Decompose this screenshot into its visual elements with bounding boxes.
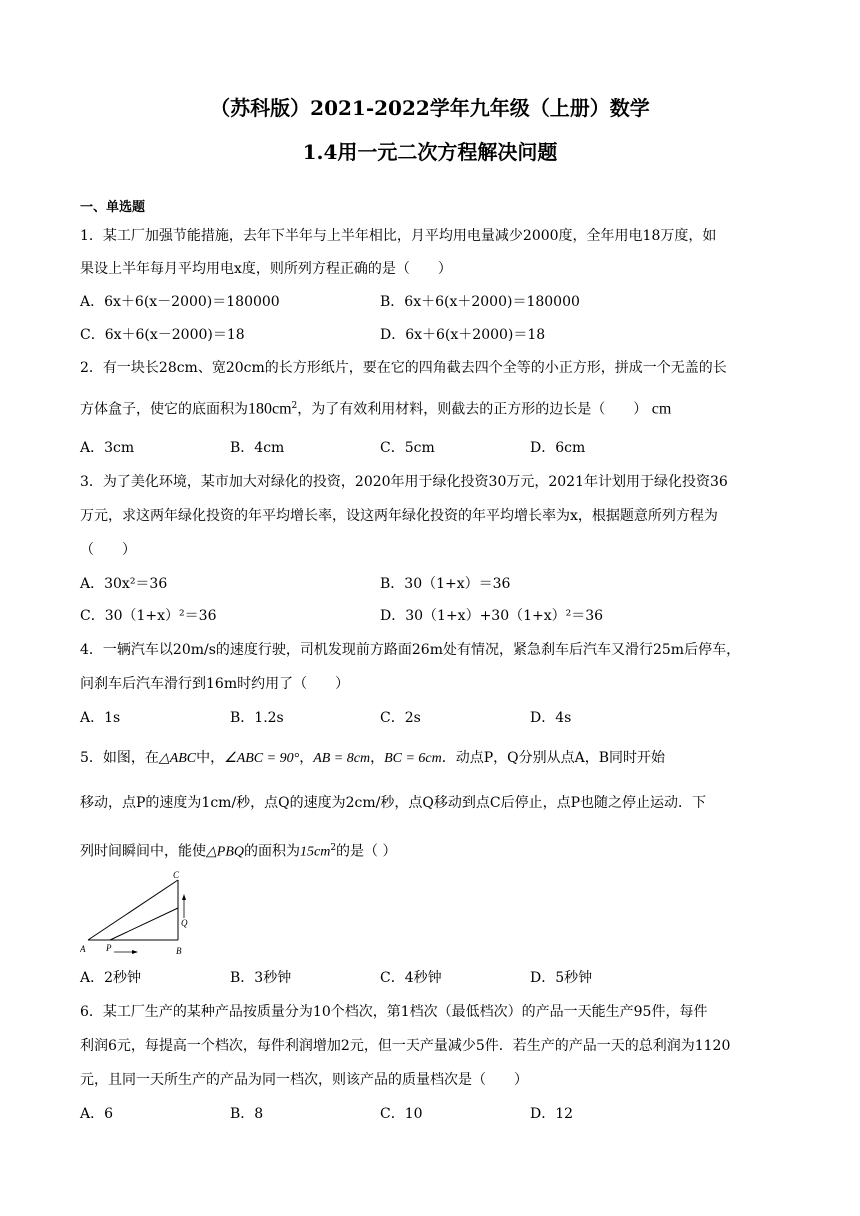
q5-text-e: 的面积为 <box>243 843 300 860</box>
q5-line2: 移动，点P的速度为1cm/秒，点Q的速度为2cm/秒，点Q移动到点C后停止，点P也随之停止运动．下 <box>80 795 706 811</box>
q1-option-b: B．6x＋6(x＋2000)＝180000 <box>380 294 580 310</box>
q3-line3: （ ） <box>80 542 136 558</box>
label-a: A <box>80 944 86 954</box>
q1-option-d: D．6x＋6(x＋2000)＝18 <box>380 327 546 343</box>
q5-text-d: 列时间瞬间中，能使 <box>80 843 206 860</box>
q5-bc: BC = 6cm <box>384 751 442 766</box>
q3-option-b: B．30（1+x）＝36 <box>380 576 511 592</box>
q2-text-a: 方体盒子，使它的底面积为 <box>80 401 248 418</box>
section-heading: 一、单选题 <box>80 200 146 215</box>
q2-line1: 2．有一块长28cm、宽20cm的长方形纸片，要在它的四角截去四个全等的小正方形，拼成一个无盖的长 <box>80 360 727 376</box>
q4-line1: 4．一辆汽车以20m/s的速度行驶，司机发现前方路面26m处有情况，紧急刹车后汽车又滑行25m后停车， <box>80 642 741 658</box>
document-title: （苏科版）2021-2022学年九年级（上册）数学 <box>210 96 650 120</box>
p-arrow-icon <box>132 950 138 954</box>
q6-option-d: D．12 <box>530 1106 574 1122</box>
q5-line3 <box>80 838 780 863</box>
q5-option-d: D．5秒钟 <box>530 970 593 986</box>
q2-unit: cm <box>651 400 672 418</box>
label-c: C <box>173 870 180 880</box>
q5-option-c: C．4秒钟 <box>380 970 442 986</box>
q1-option-c: C．6x＋6(x－2000)＝18 <box>80 327 245 343</box>
q5-text-a: 5．如图，在 <box>80 750 159 766</box>
label-q: Q <box>181 918 188 928</box>
segment-ac <box>88 880 178 940</box>
q6-option-a: A．6 <box>80 1106 114 1122</box>
q6-option-b: B．8 <box>230 1106 264 1122</box>
q5-option-b: B．3秒钟 <box>230 970 292 986</box>
label-b: B <box>176 946 182 956</box>
q6-option-c: C．10 <box>380 1106 423 1122</box>
segment-pq <box>110 908 178 940</box>
triangle-figure <box>80 868 190 960</box>
q5-text-c: ．动点P，Q分别从点A，B同时开始 <box>441 750 666 766</box>
q5-triangle-pbq: △PBQ <box>206 844 244 860</box>
q2-area-exp: 2 <box>291 401 298 411</box>
q3-option-c: C．30（1+x）²＝36 <box>80 608 217 624</box>
q3-line2: 万元，求这两年绿化投资的年平均增长率，设这两年绿化投资的年平均增长率为x，根据题意所列方程为 <box>80 508 718 524</box>
q5-line1: 5．如图，在△ABC中，∠ABC = 90°，AB = 8cm，BC = 6cm．动点P，Q分别从点A，B同时开始 <box>80 750 666 766</box>
q6-line2: 利润6元，每提高一个档次，每件利润增加2元，但一天产量减少5件．若生产的产品一天的总利润为1120 <box>80 1038 731 1054</box>
q1-line2: 果设上半年每月平均用电x度，则所列方程正确的是（ ） <box>80 261 452 277</box>
q2-line2 <box>80 396 780 420</box>
q4-option-c: C．2s <box>380 710 421 726</box>
q5-triangle-abc: △ABC <box>158 751 197 766</box>
q6-line3: 元，且同一天所生产的产品为同一档次，则该产品的质量档次是（ ） <box>80 1072 528 1088</box>
document-subtitle: 1.4用一元二次方程解决问题 <box>302 140 558 164</box>
q5-option-a: A．2秒钟 <box>80 970 142 986</box>
q6-line1: 6．某工厂生产的某种产品按质量分为10个档次，第1档次（最低档次）的产品一天能生产95件，每件 <box>80 1004 708 1020</box>
q2-option-a: A．3cm <box>80 440 135 456</box>
q5-ab: AB = 8cm <box>313 751 371 766</box>
q4-option-a: A．1s <box>80 710 121 726</box>
q3-option-d: D．30（1+x）+30（1+x）²＝36 <box>380 608 604 624</box>
q3-option-a: A．30x²＝36 <box>80 576 168 592</box>
q5-angle: ∠ABC = 90° <box>224 751 300 766</box>
q5-area-exp: 2 <box>330 843 337 853</box>
q2-option-b: B．4cm <box>230 440 285 456</box>
q4-line2: 问刹车后汽车滑行到16m时约用了（ ） <box>80 676 350 692</box>
q1-option-a: A．6x＋6(x－2000)＝180000 <box>80 294 280 310</box>
q4-option-d: D．4s <box>530 710 572 726</box>
q-arrow-icon <box>182 894 186 900</box>
q5-text-f: 的是（ ） <box>336 843 397 860</box>
label-p: P <box>106 943 112 953</box>
q2-option-c: C．5cm <box>380 440 435 456</box>
q2-area: 180cm <box>248 400 292 418</box>
q2-text-b: ，为了有效利用材料，则截去的正方形的边长是（ ） <box>297 401 648 418</box>
q3-line1: 3．为了美化环境，某市加大对绿化的投资，2020年用于绿化投资30万元，2021年计划用于绿化投资36 <box>80 474 728 490</box>
q4-option-b: B．1.2s <box>230 710 284 726</box>
q2-option-d: D．6cm <box>530 440 586 456</box>
q5-text-b: 中， <box>196 750 225 766</box>
q1-line1: 1．某工厂加强节能措施，去年下半年与上半年相比，月平均用电量减少2000度，全年用电18万度，如 <box>80 228 717 244</box>
q5-area: 15cm <box>299 844 331 860</box>
